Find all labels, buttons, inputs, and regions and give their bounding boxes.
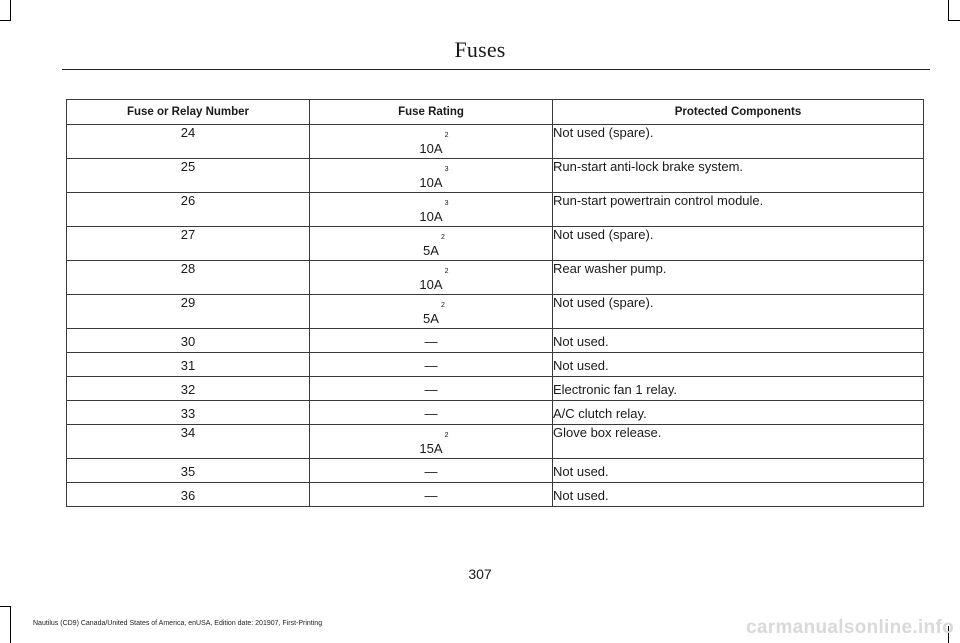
crop-mark-top-left-h [0,20,11,21]
fuse-rating-text: 5A [423,243,439,258]
footnote-marker: 2 [444,132,449,139]
fuse-rating-text: 10A [419,175,443,190]
table-row [67,193,924,227]
fuse-rating-text: — [424,334,438,349]
footnote-marker: 2 [444,268,449,275]
protected-component-cell: Electronic fan 1 relay. [553,377,924,401]
fuse-rating-cell [310,459,553,483]
protected-component-cell: Not used. [553,483,924,507]
fuse-rating-value [419,432,449,456]
fuse-rating-value [425,488,438,503]
table-row [67,425,924,459]
protected-component-cell: Run-start powertrain control module. [553,193,924,227]
fuse-number-cell: 29 [67,295,310,329]
page-number: 307 [468,566,492,582]
fuse-rating-cell [310,125,553,159]
fuse-rating-text: 10A [419,209,443,224]
protected-component-cell: Glove box release. [553,425,924,459]
fuse-table [66,99,924,507]
crop-mark-top-right-v [948,0,949,20]
header-fuse-rating: Fuse Rating [310,100,553,125]
page-title: Fuses [454,37,506,62]
fuse-rating-value [425,334,438,349]
header-fuse-number: Fuse or Relay Number [67,100,310,125]
title-divider [62,69,930,70]
fuse-rating-text: — [424,464,438,479]
table-row [67,261,924,295]
fuse-rating-cell [310,261,553,295]
fuse-number-cell: 25 [67,159,310,193]
watermark-logo: carmanualsonline.info [746,617,954,638]
protected-component-cell: Not used (spare). [553,125,924,159]
fuse-rating-text: 10A [419,141,443,156]
fuse-rating-value [423,302,445,326]
table-row [67,227,924,261]
fuse-rating-cell [310,295,553,329]
fuse-rating-text: 10A [419,277,443,292]
header-protected-components: Protected Components [553,100,924,125]
fuse-rating-cell [310,227,553,261]
fuse-number-cell: 32 [67,377,310,401]
table-row [67,295,924,329]
fuse-number-cell: 28 [67,261,310,295]
fuse-rating-text: 15A [419,441,443,456]
footnote-marker: 3 [444,166,449,173]
fuse-number-cell: 33 [67,401,310,425]
table-row [67,329,924,353]
fuse-number-cell: 27 [67,227,310,261]
protected-component-cell: Rear washer pump. [553,261,924,295]
crop-mark-bottom-left-h [0,606,11,607]
fuse-rating-value [425,358,438,373]
fuse-table-body [67,125,924,507]
fuse-number-cell: 34 [67,425,310,459]
fuse-rating-cell [310,159,553,193]
fuse-rating-cell [310,483,553,507]
fuse-number-cell: 26 [67,193,310,227]
fuse-rating-text: — [424,406,438,421]
protected-component-cell: Run-start anti-lock brake system. [553,159,924,193]
fuse-rating-cell [310,377,553,401]
fuse-number-cell: 31 [67,353,310,377]
footnote-marker: 2 [444,432,449,439]
table-row [67,159,924,193]
table-row [67,483,924,507]
fuse-number-cell: 36 [67,483,310,507]
fuse-rating-value [425,464,438,479]
fuse-rating-value [419,166,449,190]
fuse-rating-value [423,234,445,258]
fuse-number-cell: 35 [67,459,310,483]
fuse-number-cell: 30 [67,329,310,353]
footnote-marker: 2 [441,302,445,309]
crop-mark-bottom-left-v [10,606,11,643]
protected-component-cell: Not used. [553,459,924,483]
fuse-rating-text: — [424,488,438,503]
crop-mark-top-left-v [10,0,11,20]
edition-footer: Nautilus (CD9) Canada/United States of America, enUSA, Edition date: 201907, First-Printing [33,620,323,627]
fuse-rating-value [425,382,438,397]
fuse-number-cell: 24 [67,125,310,159]
fuse-rating-value [425,406,438,421]
fuse-rating-cell [310,425,553,459]
fuse-rating-cell [310,193,553,227]
fuse-rating-cell [310,329,553,353]
protected-component-cell: Not used. [553,353,924,377]
table-row [67,125,924,159]
fuse-rating-text: — [424,358,438,373]
footnote-marker: 3 [444,200,449,207]
fuse-rating-value [419,268,449,292]
fuse-rating-cell [310,401,553,425]
table-header-row [67,100,924,125]
fuse-rating-text: 5A [423,311,439,326]
fuse-rating-value [419,132,449,156]
protected-component-cell: Not used. [553,329,924,353]
protected-component-cell: Not used (spare). [553,295,924,329]
fuse-rating-value [419,200,449,224]
fuse-rating-cell [310,353,553,377]
table-row [67,401,924,425]
table-row [67,377,924,401]
crop-mark-top-right-h [948,20,960,21]
fuse-rating-text: — [424,382,438,397]
protected-component-cell: A/C clutch relay. [553,401,924,425]
table-row [67,353,924,377]
footnote-marker: 2 [441,234,445,241]
protected-component-cell: Not used (spare). [553,227,924,261]
table-row [67,459,924,483]
